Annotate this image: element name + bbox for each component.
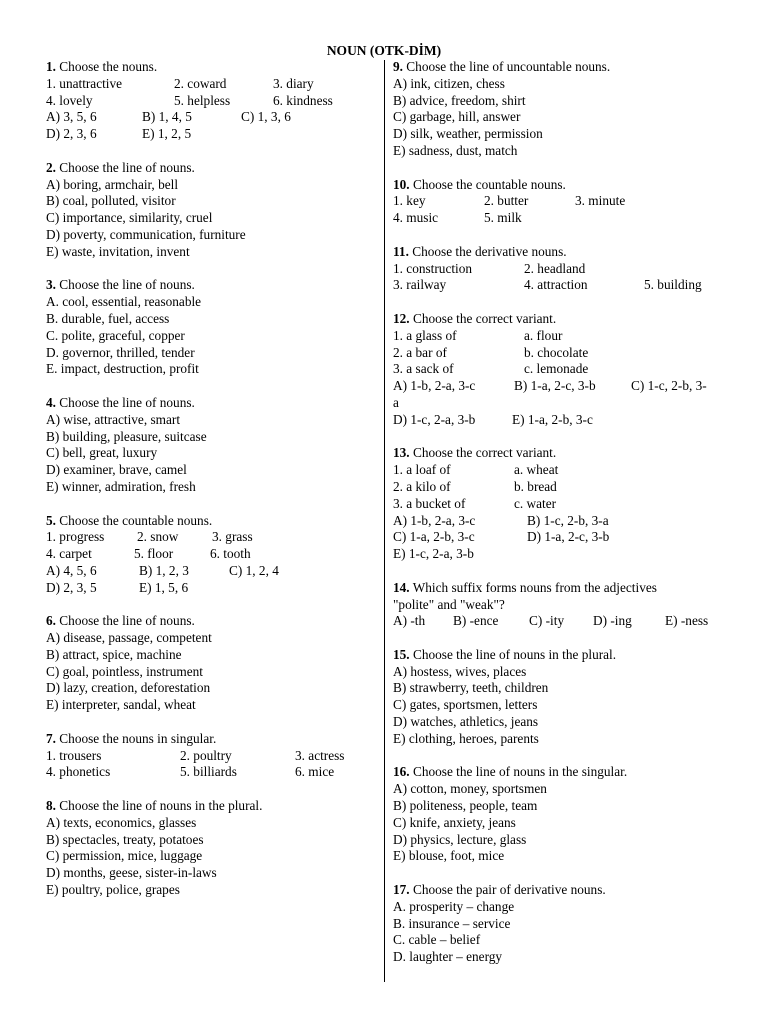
answer-option: B. insurance – service (393, 915, 511, 931)
answer-option: E) interpreter, sandal, wheat (46, 697, 196, 713)
item: 6. kindness (273, 92, 333, 108)
item: 5. milk (484, 210, 522, 226)
item: 3. a bucket of (393, 495, 466, 511)
answer-option: A) texts, economics, glasses (46, 814, 197, 830)
answer-option: B) advice, freedom, shirt (393, 92, 526, 108)
answer-option: C) -ity (529, 613, 565, 629)
answer-option: E) winner, admiration, fresh (46, 478, 196, 494)
answer-option: C) 1, 3, 6 (241, 109, 291, 125)
right-column (393, 59, 733, 983)
question-text: Choose the line of nouns. (55, 394, 195, 410)
question-12: 12. Choose the correct variant. 1. a glass of a. flour 2. a bar of b. chocolate 3. a sack of c. lemonade A) 1-b, 2-a, 3-c B) 1-a, 2-c, 3-b C) 1-c, 2-b, 3- a D) 1-c, 2-a, 3-b E) 1-a, 2-b, 3-c (393, 311, 733, 429)
question-16: 16. Choose the line of nouns in the singular. A) cotton, money, sportsmen B) politeness, people, team C) knife, anxiety, jeans D) physics, lecture, glass E) blouse, foot, mice (393, 764, 733, 865)
item: 3. grass (212, 529, 253, 545)
item: 1. unattractive (46, 75, 123, 91)
answer-option: C) knife, anxiety, jeans (393, 814, 516, 830)
question-11: 11. Choose the derivative nouns. 1. construction 2. headland 3. railway 4. attraction 5. building (393, 243, 702, 293)
item: 4. music (393, 210, 439, 226)
answer-option: E) blouse, foot, mice (393, 848, 505, 864)
item: a. wheat (514, 462, 559, 478)
answer-option: C) gates, sportsmen, letters (393, 697, 538, 713)
answer-option: D) silk, weather, permission (393, 126, 543, 142)
answer-option: B) politeness, people, team (393, 798, 538, 814)
answer-option: D) 1-a, 2-c, 3-b (527, 529, 610, 545)
answer-option: A) 3, 5, 6 (46, 109, 97, 125)
item: 6. tooth (210, 546, 251, 562)
item: 1. key (393, 193, 426, 209)
answer-option: B) coal, polluted, visitor (46, 193, 176, 209)
question-10: 10. Choose the countable nouns. 1. key 2. butter 3. minute 4. music 5. milk (393, 176, 626, 226)
item: 3. diary (273, 75, 314, 91)
answer-option: A) 4, 5, 6 (46, 562, 97, 578)
item: 5. building (644, 277, 702, 293)
item: c. water (514, 495, 557, 511)
question-7: 7. Choose the nouns in singular. 1. trousers 2. poultry 3. actress 4. phonetics 5. billiards 6. mice (46, 730, 345, 780)
answer-option: C) garbage, hill, answer (393, 109, 521, 125)
answer-option: B) building, pleasure, suitcase (46, 428, 207, 444)
answer-option: D) months, geese, sister-in-laws (46, 865, 217, 881)
question-text: Choose the correct variant. (409, 445, 557, 461)
answer-option: E) 1, 2, 5 (142, 126, 192, 142)
question-5: 5. Choose the countable nouns. 1. progress 2. snow 3. grass 4. carpet 5. floor 6. tooth A) 4, 5, 6 B) 1, 2, 3 C) 1, 2, 4 D) 2, 3, 5 E) 1, 5, 6 (46, 512, 279, 595)
answer-option: C) permission, mice, luggage (46, 848, 203, 864)
answer-option: B) 1-a, 2-c, 3-b (514, 378, 596, 394)
answer-option: E) 1-c, 2-a, 3-b (393, 546, 474, 562)
question-2: 2. Choose the line of nouns. A) boring, armchair, bell B) coal, polluted, visitor C) importance, similarity, cruel D) poverty, communication, furniture E) waste, invitation, invent (46, 160, 376, 261)
answer-option: B) strawberry, teeth, children (393, 680, 549, 696)
answer-option: D) lazy, creation, deforestation (46, 680, 211, 696)
item: c. lemonade (524, 361, 589, 377)
answer-option: C) bell, great, luxury (46, 445, 158, 461)
answer-option: B) -ence (453, 613, 499, 629)
answer-option: C) 1, 2, 4 (229, 562, 279, 578)
answer-option: D) 1-c, 2-a, 3-b (393, 411, 476, 427)
answer-option: A) 1-b, 2-a, 3-c (393, 512, 476, 528)
answer-option: D) 2, 3, 6 (46, 126, 97, 142)
question-text: Which suffix forms nouns from the adjectives (409, 579, 657, 595)
question-text: Choose the line of nouns. (55, 159, 195, 175)
item: 1. trousers (46, 747, 102, 763)
answer-option: B. durable, fuel, access (46, 310, 170, 326)
answer-option: E) 1-a, 2-b, 3-c (512, 411, 593, 427)
question-4: 4. Choose the line of nouns. A) wise, attractive, smart B) building, pleasure, suitcase C) bell, great, luxury D) examiner, brave, camel E) winner, admiration, fresh (46, 395, 376, 496)
left-column (46, 59, 376, 916)
answer-option: E) waste, invitation, invent (46, 243, 190, 259)
answer-option: C) 1-c, 2-b, 3- (631, 378, 707, 394)
answer-option: E. impact, destruction, profit (46, 361, 199, 377)
question-text: Choose the nouns in singular. (55, 730, 217, 746)
item: b. chocolate (524, 344, 589, 360)
answer-option: A) boring, armchair, bell (46, 176, 179, 192)
answer-option-wrap: a (393, 394, 399, 410)
item: 3. railway (393, 277, 447, 293)
answer-option: D) examiner, brave, camel (46, 462, 187, 478)
answer-option: A) ink, citizen, chess (393, 75, 505, 91)
answer-option: D) watches, athletics, jeans (393, 714, 539, 730)
question-text: Choose the line of nouns in the plural. (55, 798, 263, 814)
question-13: 13. Choose the correct variant. 1. a loaf of a. wheat 2. a kilo of b. bread 3. a bucket of c. water A) 1-b, 2-a, 3-c B) 1-c, 2-b, 3-a C) 1-a, 2-b, 3-c D) 1-a, 2-c, 3-b E) 1-c, 2-a, 3-b (393, 445, 733, 563)
answer-option: E) poultry, police, grapes (46, 882, 180, 898)
answer-option: A. cool, essential, reasonable (46, 294, 202, 310)
answer-option: D. governor, thrilled, tender (46, 344, 195, 360)
answer-option: E) clothing, heroes, parents (393, 730, 539, 746)
question-text: Choose the line of nouns in the plural. (409, 646, 617, 662)
answer-option: E) -ness (665, 613, 709, 629)
question-text: Choose the line of nouns. (55, 277, 195, 293)
item: 2. a bar of (393, 344, 447, 360)
item: 5. helpless (174, 92, 231, 108)
question-3: 3. Choose the line of nouns. A. cool, essential, reasonable B. durable, fuel, access C. polite, graceful, copper D. governor, thrilled, tender E. impact, destruction, profit (46, 277, 376, 378)
item: 2. coward (174, 75, 227, 91)
question-text: Choose the countable nouns. (55, 512, 213, 528)
question-9: 9. Choose the line of uncountable nouns. A) ink, citizen, chess B) advice, freedom, shirt C) garbage, hill, answer D) silk, weather, permission E) sadness, dust, match (393, 59, 733, 160)
answer-option: D) poverty, communication, furniture (46, 226, 246, 242)
item: a. flour (524, 327, 563, 343)
item: 4. phonetics (46, 764, 111, 780)
answer-option: B) attract, spice, machine (46, 646, 182, 662)
answer-option: B) 1-c, 2-b, 3-a (527, 512, 609, 528)
item: 2. headland (524, 260, 586, 276)
item: 3. a sack of (393, 361, 454, 377)
answer-option: C. cable – belief (393, 932, 481, 948)
item: 4. carpet (46, 546, 92, 562)
question-text: Choose the nouns. (55, 59, 158, 74)
item: 4. attraction (524, 277, 588, 293)
question-6: 6. Choose the line of nouns. A) disease, passage, competent B) attract, spice, machine C) goal, pointless, instrument D) lazy, creation, deforestation E) interpreter, sandal, wheat (46, 613, 376, 714)
item: 2. poultry (180, 747, 232, 763)
answer-option: B) 1, 4, 5 (142, 109, 192, 125)
answer-option: A) 1-b, 2-a, 3-c (393, 378, 476, 394)
question-text: Choose the pair of derivative nouns. (409, 882, 606, 898)
item: 4. lovely (46, 92, 93, 108)
page-title: NOUN (OTK-DİM) (326, 43, 442, 58)
item: 3. actress (295, 747, 345, 763)
answer-option: D) 2, 3, 5 (46, 579, 97, 595)
question-text-continued: "polite" and "weak"? (393, 596, 505, 612)
question-1: 1. Choose the nouns. 1. unattractive 2. coward 3. diary 4. lovely 5. helpless 6. kindness A) 3, 5, 6 B) 1, 4, 5 C) 1, 3, 6 D) 2, 3, 6 E) 1, 2, 5 (46, 59, 333, 142)
answer-option: A) disease, passage, competent (46, 630, 212, 646)
question-text: Choose the line of nouns in the singular. (409, 764, 628, 780)
column-divider (384, 60, 385, 982)
question-text: Choose the line of uncountable nouns. (402, 59, 611, 74)
item: 2. a kilo of (393, 478, 451, 494)
answer-option: D) physics, lecture, glass (393, 831, 527, 847)
question-17: 17. Choose the pair of derivative nouns. A. prosperity – change B. insurance – service C. cable – belief D. laughter – energy (393, 882, 733, 966)
answer-option: C. polite, graceful, copper (46, 327, 185, 343)
answer-option: E) 1, 5, 6 (139, 579, 189, 595)
answer-option: C) 1-a, 2-b, 3-c (393, 529, 475, 545)
item: 1. construction (393, 260, 473, 276)
question-14: 14. Which suffix forms nouns from the adjectives "polite" and "weak"? A) -th B) -ence C) -ity D) -ing E) -ness (393, 580, 733, 630)
answer-option: C) goal, pointless, instrument (46, 663, 203, 679)
item: 3. minute (575, 193, 626, 209)
item: 6. mice (295, 764, 335, 780)
question-text: Choose the countable nouns. (409, 176, 566, 192)
answer-option: D. laughter – energy (393, 949, 503, 965)
answer-option: A) cotton, money, sportsmen (393, 781, 547, 797)
answer-option: A. prosperity – change (393, 898, 515, 914)
answer-option: A) hostess, wives, places (393, 663, 527, 679)
question-text: Choose the correct variant. (409, 310, 557, 326)
question-15: 15. Choose the line of nouns in the plural. A) hostess, wives, places B) strawberry, teeth, children C) gates, sportsmen, letters D) watches, athletics, jeans E) clothing, heroes, parents (393, 647, 733, 748)
answer-option: E) sadness, dust, match (393, 142, 518, 158)
item: b. bread (514, 478, 557, 494)
answer-option: D) -ing (593, 613, 632, 629)
answer-option: B) spectacles, treaty, potatoes (46, 831, 204, 847)
question-text: Choose the derivative nouns. (408, 243, 567, 259)
item: 2. snow (137, 529, 179, 545)
item: 5. floor (134, 546, 174, 562)
answer-option: C) importance, similarity, cruel (46, 210, 213, 226)
question-8: 8. Choose the line of nouns in the plural. A) texts, economics, glasses B) spectacles, treaty, potatoes C) permission, mice, luggage D) months, geese, sister-in-laws E) poultry, police, grapes (46, 798, 376, 899)
answer-option: B) 1, 2, 3 (139, 562, 189, 578)
item: 5. billiards (180, 764, 237, 780)
answer-option: A) -th (393, 613, 426, 629)
item: 1. a loaf of (393, 462, 451, 478)
answer-option: A) wise, attractive, smart (46, 411, 181, 427)
item: 1. a glass of (393, 327, 457, 343)
item: 1. progress (46, 529, 105, 545)
question-text: Choose the line of nouns. (55, 613, 195, 629)
item: 2. butter (484, 193, 529, 209)
